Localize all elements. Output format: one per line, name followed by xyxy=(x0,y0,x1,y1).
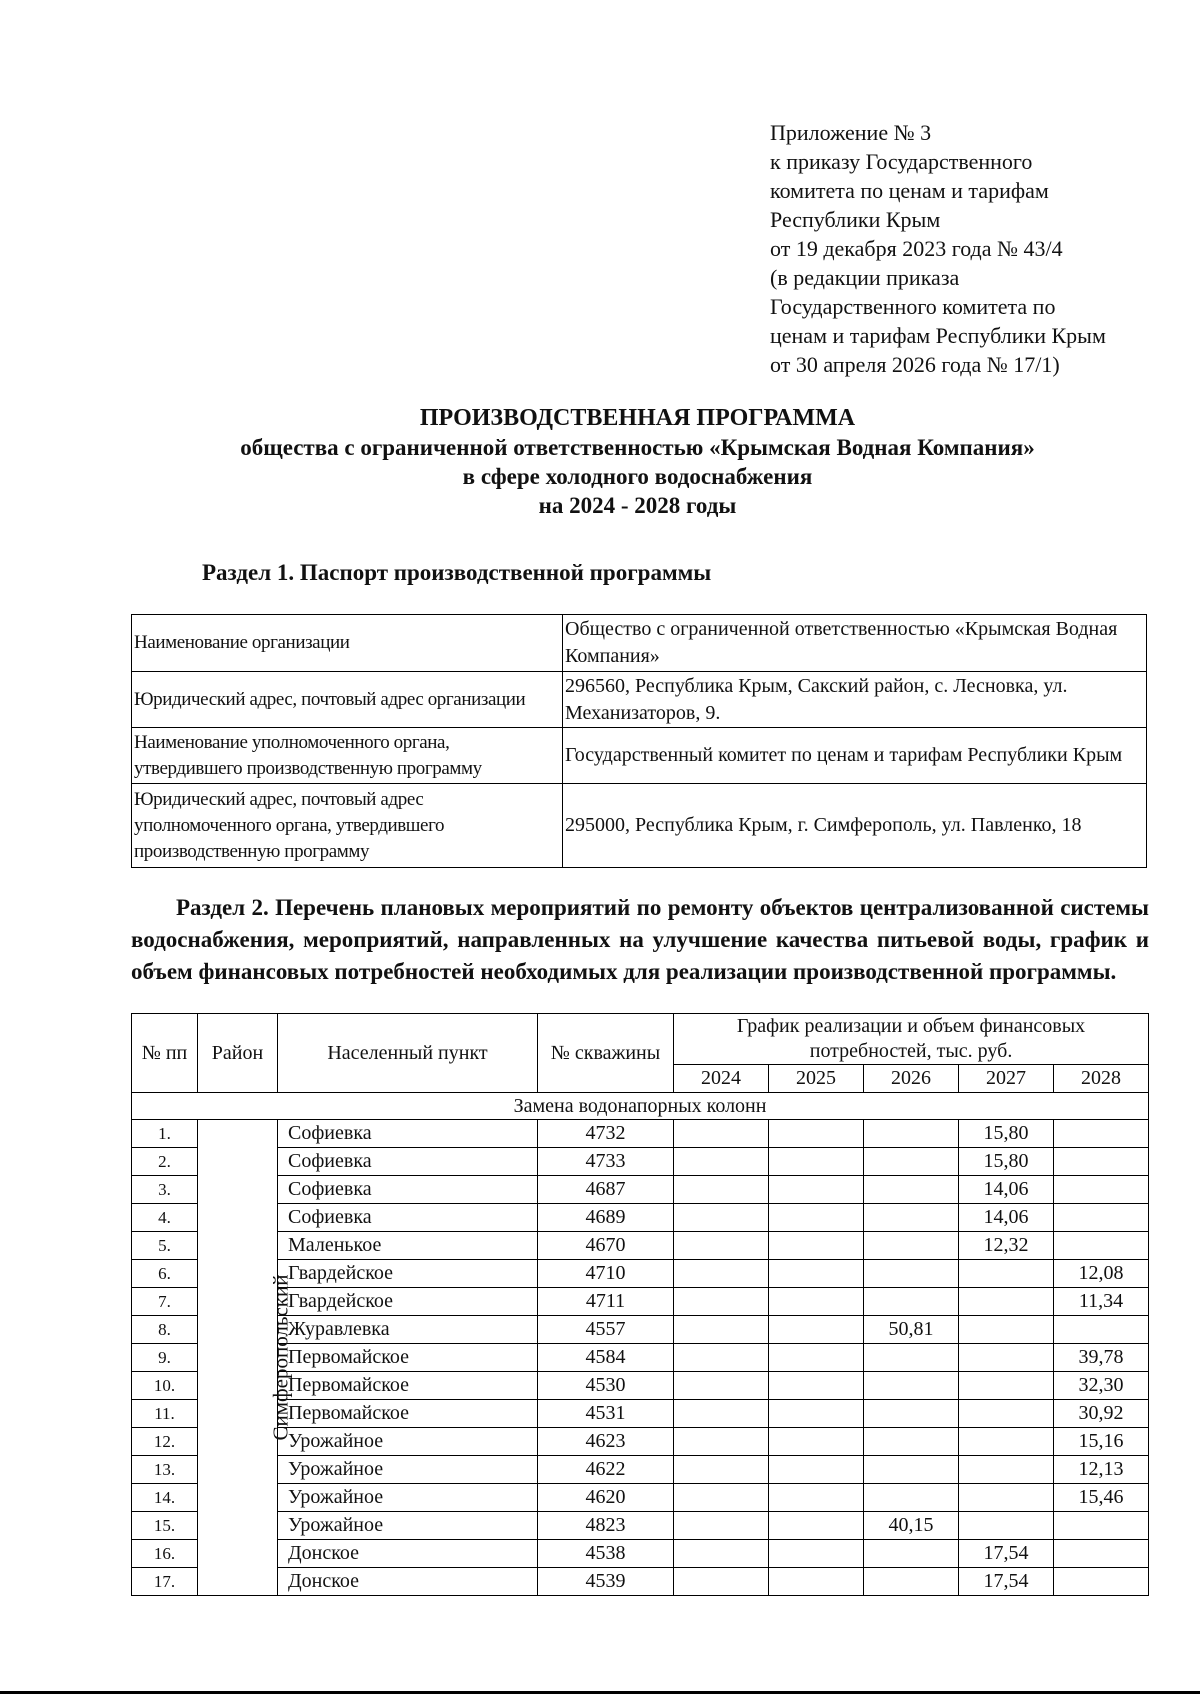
year-value-cell xyxy=(1054,1540,1149,1568)
year-value-cell xyxy=(1054,1512,1149,1540)
year-value-cell xyxy=(769,1120,864,1148)
year-value-cell xyxy=(864,1176,959,1204)
year-value-cell xyxy=(1054,1232,1149,1260)
year-value-cell xyxy=(864,1484,959,1512)
table-row xyxy=(132,1568,1149,1596)
passport-row xyxy=(132,784,1147,868)
year-value-cell xyxy=(769,1204,864,1232)
year-value-cell xyxy=(864,1456,959,1484)
year-value-cell xyxy=(959,1400,1054,1428)
year-value-cell: 17,54 xyxy=(959,1540,1054,1568)
row-number: 16. xyxy=(132,1540,198,1568)
title-line-4: на 2024 - 2028 годы xyxy=(538,493,737,518)
settlement-cell: Донское xyxy=(278,1568,538,1596)
year-value-cell xyxy=(864,1260,959,1288)
year-value-cell xyxy=(769,1540,864,1568)
row-number: 9. xyxy=(132,1344,198,1372)
year-value-cell xyxy=(769,1316,864,1344)
col-header-district: Район xyxy=(198,1014,278,1093)
plan-subheading: Замена водонапорных колонн xyxy=(132,1093,1149,1120)
col-header-year: 2025 xyxy=(769,1065,864,1093)
year-value-cell xyxy=(959,1316,1054,1344)
settlement-cell: Гвардейское xyxy=(278,1260,538,1288)
well-number-cell: 4538 xyxy=(538,1540,674,1568)
settlement-cell: Софиевка xyxy=(278,1120,538,1148)
row-number: 1. xyxy=(132,1120,198,1148)
year-value-cell xyxy=(674,1148,769,1176)
year-value-cell: 32,30 xyxy=(1054,1372,1149,1400)
year-value-cell xyxy=(1054,1120,1149,1148)
row-number: 10. xyxy=(132,1372,198,1400)
year-value-cell xyxy=(769,1260,864,1288)
year-value-cell xyxy=(674,1540,769,1568)
passport-value: 295000, Республика Крым, г. Симферополь, ул. Павленко, 18 xyxy=(563,784,1147,868)
col-header-settlement: Населенный пункт xyxy=(278,1014,538,1093)
row-number: 15. xyxy=(132,1512,198,1540)
district-cell xyxy=(198,1120,293,1596)
passport-label: Наименование уполномоченного органа, утвердившего производственную программу xyxy=(132,728,563,784)
table-row xyxy=(132,1120,1149,1148)
col-header-schedule: График реализации и объем финансовых потребностей, тыс. руб. xyxy=(674,1014,1149,1065)
year-value-cell: 12,32 xyxy=(959,1232,1054,1260)
well-number-cell: 4733 xyxy=(538,1148,674,1176)
row-number: 14. xyxy=(132,1484,198,1512)
table-row xyxy=(132,1484,1149,1512)
col-header-year: 2024 xyxy=(674,1065,769,1093)
year-value-cell xyxy=(674,1204,769,1232)
year-value-cell xyxy=(959,1512,1054,1540)
settlement-cell: Софиевка xyxy=(278,1176,538,1204)
year-value-cell: 40,15 xyxy=(864,1512,959,1540)
year-value-cell xyxy=(864,1540,959,1568)
appendix-line: от 19 декабря 2023 года № 43/4 xyxy=(770,236,1063,261)
year-value-cell xyxy=(1054,1204,1149,1232)
year-value-cell: 12,08 xyxy=(1054,1260,1149,1288)
table-row xyxy=(132,1204,1149,1232)
year-value-cell xyxy=(959,1344,1054,1372)
well-number-cell: 4620 xyxy=(538,1484,674,1512)
year-value-cell: 11,34 xyxy=(1054,1288,1149,1316)
passport-label: Наименование организации xyxy=(132,615,563,672)
year-value-cell xyxy=(674,1512,769,1540)
year-value-cell xyxy=(674,1428,769,1456)
year-value-cell xyxy=(864,1148,959,1176)
col-header-num: № пп xyxy=(132,1014,198,1093)
row-number: 2. xyxy=(132,1148,198,1176)
passport-row xyxy=(132,615,1147,672)
year-value-cell: 14,06 xyxy=(959,1204,1054,1232)
year-value-cell xyxy=(1054,1568,1149,1596)
title-line-2: общества с ограниченной ответственностью «Крымская Водная Компания» xyxy=(240,435,1035,460)
year-value-cell: 15,80 xyxy=(959,1120,1054,1148)
year-value-cell xyxy=(674,1344,769,1372)
row-number: 5. xyxy=(132,1232,198,1260)
district-label: Симферопольский xyxy=(268,1274,293,1440)
year-value-cell xyxy=(1054,1176,1149,1204)
year-value-cell xyxy=(674,1456,769,1484)
year-value-cell xyxy=(769,1428,864,1456)
plan-table-body xyxy=(132,1093,1149,1596)
appendix-line: Государственного комитета по xyxy=(770,294,1056,319)
settlement-cell: Гвардейское xyxy=(278,1288,538,1316)
settlement-cell: Софиевка xyxy=(278,1148,538,1176)
year-value-cell xyxy=(769,1568,864,1596)
year-value-cell xyxy=(769,1288,864,1316)
row-number: 4. xyxy=(132,1204,198,1232)
year-value-cell xyxy=(769,1372,864,1400)
well-number-cell: 4622 xyxy=(538,1456,674,1484)
col-header-well: № скважины xyxy=(538,1014,674,1093)
document-title xyxy=(100,404,1175,520)
well-number-cell: 4711 xyxy=(538,1288,674,1316)
well-number-cell: 4823 xyxy=(538,1512,674,1540)
table-row xyxy=(132,1232,1149,1260)
year-value-cell xyxy=(769,1344,864,1372)
year-value-cell xyxy=(674,1120,769,1148)
row-number: 17. xyxy=(132,1568,198,1596)
appendix-line: Приложение № 3 xyxy=(770,120,932,145)
year-value-cell xyxy=(769,1484,864,1512)
year-value-cell: 14,06 xyxy=(959,1176,1054,1204)
row-number: 3. xyxy=(132,1176,198,1204)
year-value-cell: 30,92 xyxy=(1054,1400,1149,1428)
year-value-cell: 50,81 xyxy=(864,1316,959,1344)
year-value-cell xyxy=(674,1372,769,1400)
plan-header-row xyxy=(132,1014,1149,1065)
year-value-cell xyxy=(864,1568,959,1596)
row-number: 13. xyxy=(132,1456,198,1484)
year-value-cell xyxy=(769,1512,864,1540)
plan-table xyxy=(131,1013,1149,1596)
col-header-year: 2026 xyxy=(864,1065,959,1093)
year-value-cell xyxy=(1054,1316,1149,1344)
year-value-cell xyxy=(674,1288,769,1316)
settlement-cell: Урожайное xyxy=(278,1484,538,1512)
settlement-cell: Первомайское xyxy=(278,1400,538,1428)
year-value-cell xyxy=(959,1484,1054,1512)
plan-subheading-row xyxy=(132,1093,1149,1120)
well-number-cell: 4670 xyxy=(538,1232,674,1260)
passport-label: Юридический адрес, почтовый адрес уполномоченного органа, утвердившего производственную программу xyxy=(132,784,563,868)
year-value-cell xyxy=(769,1176,864,1204)
year-value-cell xyxy=(959,1456,1054,1484)
year-value-cell xyxy=(769,1148,864,1176)
well-number-cell: 4623 xyxy=(538,1428,674,1456)
well-number-cell: 4530 xyxy=(538,1372,674,1400)
section-1-heading: Раздел 1. Паспорт производственной программы xyxy=(202,560,712,585)
col-header-year: 2027 xyxy=(959,1065,1054,1093)
year-value-cell xyxy=(674,1260,769,1288)
year-value-cell: 39,78 xyxy=(1054,1344,1149,1372)
year-value-cell xyxy=(674,1484,769,1512)
well-number-cell: 4732 xyxy=(538,1120,674,1148)
passport-row xyxy=(132,728,1147,784)
well-number-cell: 4687 xyxy=(538,1176,674,1204)
year-value-cell xyxy=(769,1232,864,1260)
year-value-cell xyxy=(864,1204,959,1232)
appendix-header xyxy=(770,118,1170,379)
year-value-cell xyxy=(959,1372,1054,1400)
settlement-cell: Софиевка xyxy=(278,1204,538,1232)
settlement-cell: Журавлевка xyxy=(278,1316,538,1344)
well-number-cell: 4539 xyxy=(538,1568,674,1596)
row-number: 8. xyxy=(132,1316,198,1344)
year-value-cell xyxy=(959,1260,1054,1288)
row-number: 11. xyxy=(132,1400,198,1428)
year-value-cell xyxy=(864,1288,959,1316)
appendix-line: к приказу Государственного xyxy=(770,149,1033,174)
year-value-cell xyxy=(674,1400,769,1428)
year-value-cell xyxy=(674,1232,769,1260)
appendix-line: от 30 апреля 2026 года № 17/1) xyxy=(770,352,1060,377)
year-value-cell xyxy=(1054,1148,1149,1176)
settlement-cell: Урожайное xyxy=(278,1428,538,1456)
settlement-cell: Первомайское xyxy=(278,1372,538,1400)
well-number-cell: 4689 xyxy=(538,1204,674,1232)
section-2-heading: Раздел 2. Перечень плановых мероприятий по ремонту объектов централизованной системы водоснабжения, мероприятий, направленных на улучшение качества питьевой воды, график и объем финансовых потребностей необходимых для реализации производственной программы. xyxy=(131,895,1149,984)
settlement-cell: Первомайское xyxy=(278,1344,538,1372)
table-row xyxy=(132,1512,1149,1540)
passport-table xyxy=(131,614,1147,868)
row-number: 12. xyxy=(132,1428,198,1456)
passport-value: Государственный комитет по ценам и тарифам Республики Крым xyxy=(563,728,1147,784)
year-value-cell: 12,13 xyxy=(1054,1456,1149,1484)
year-value-cell xyxy=(864,1400,959,1428)
year-value-cell xyxy=(769,1400,864,1428)
year-value-cell xyxy=(864,1428,959,1456)
well-number-cell: 4531 xyxy=(538,1400,674,1428)
title-line-1: ПРОИЗВОДСТВЕННАЯ ПРОГРАММА xyxy=(419,405,856,431)
year-value-cell: 15,46 xyxy=(1054,1484,1149,1512)
appendix-line: ценам и тарифам Республики Крым xyxy=(770,323,1106,348)
year-value-cell xyxy=(864,1344,959,1372)
year-value-cell: 15,80 xyxy=(959,1148,1054,1176)
year-value-cell xyxy=(959,1288,1054,1316)
appendix-line: (в редакции приказа xyxy=(770,265,960,290)
year-value-cell xyxy=(864,1232,959,1260)
row-number: 6. xyxy=(132,1260,198,1288)
passport-value: Общество с ограниченной ответственностью «Крымская Водная Компания» xyxy=(563,615,1147,672)
row-number: 7. xyxy=(132,1288,198,1316)
settlement-cell: Донское xyxy=(278,1540,538,1568)
title-line-3: в сфере холодного водоснабжения xyxy=(462,464,813,489)
year-value-cell xyxy=(769,1456,864,1484)
settlement-cell: Маленькое xyxy=(278,1232,538,1260)
year-value-cell xyxy=(674,1316,769,1344)
col-header-year: 2028 xyxy=(1054,1065,1149,1093)
well-number-cell: 4557 xyxy=(538,1316,674,1344)
year-value-cell: 17,54 xyxy=(959,1568,1054,1596)
table-row xyxy=(132,1540,1149,1568)
year-value-cell xyxy=(959,1428,1054,1456)
passport-label: Юридический адрес, почтовый адрес организации xyxy=(132,672,563,728)
settlement-cell: Урожайное xyxy=(278,1512,538,1540)
well-number-cell: 4710 xyxy=(538,1260,674,1288)
table-row xyxy=(132,1148,1149,1176)
year-value-cell: 15,16 xyxy=(1054,1428,1149,1456)
year-value-cell xyxy=(674,1568,769,1596)
well-number-cell: 4584 xyxy=(538,1344,674,1372)
bottom-rule xyxy=(0,1691,1200,1694)
year-value-cell xyxy=(864,1372,959,1400)
table-row xyxy=(132,1456,1149,1484)
year-value-cell xyxy=(674,1176,769,1204)
passport-value: 296560, Республика Крым, Сакский район, с. Лесновка, ул. Механизаторов, 9. xyxy=(563,672,1147,728)
settlement-cell: Урожайное xyxy=(278,1456,538,1484)
year-value-cell xyxy=(864,1120,959,1148)
appendix-line: комитета по ценам и тарифам xyxy=(770,178,1049,203)
appendix-line: Республики Крым xyxy=(770,207,941,232)
passport-row xyxy=(132,672,1147,728)
table-row xyxy=(132,1176,1149,1204)
